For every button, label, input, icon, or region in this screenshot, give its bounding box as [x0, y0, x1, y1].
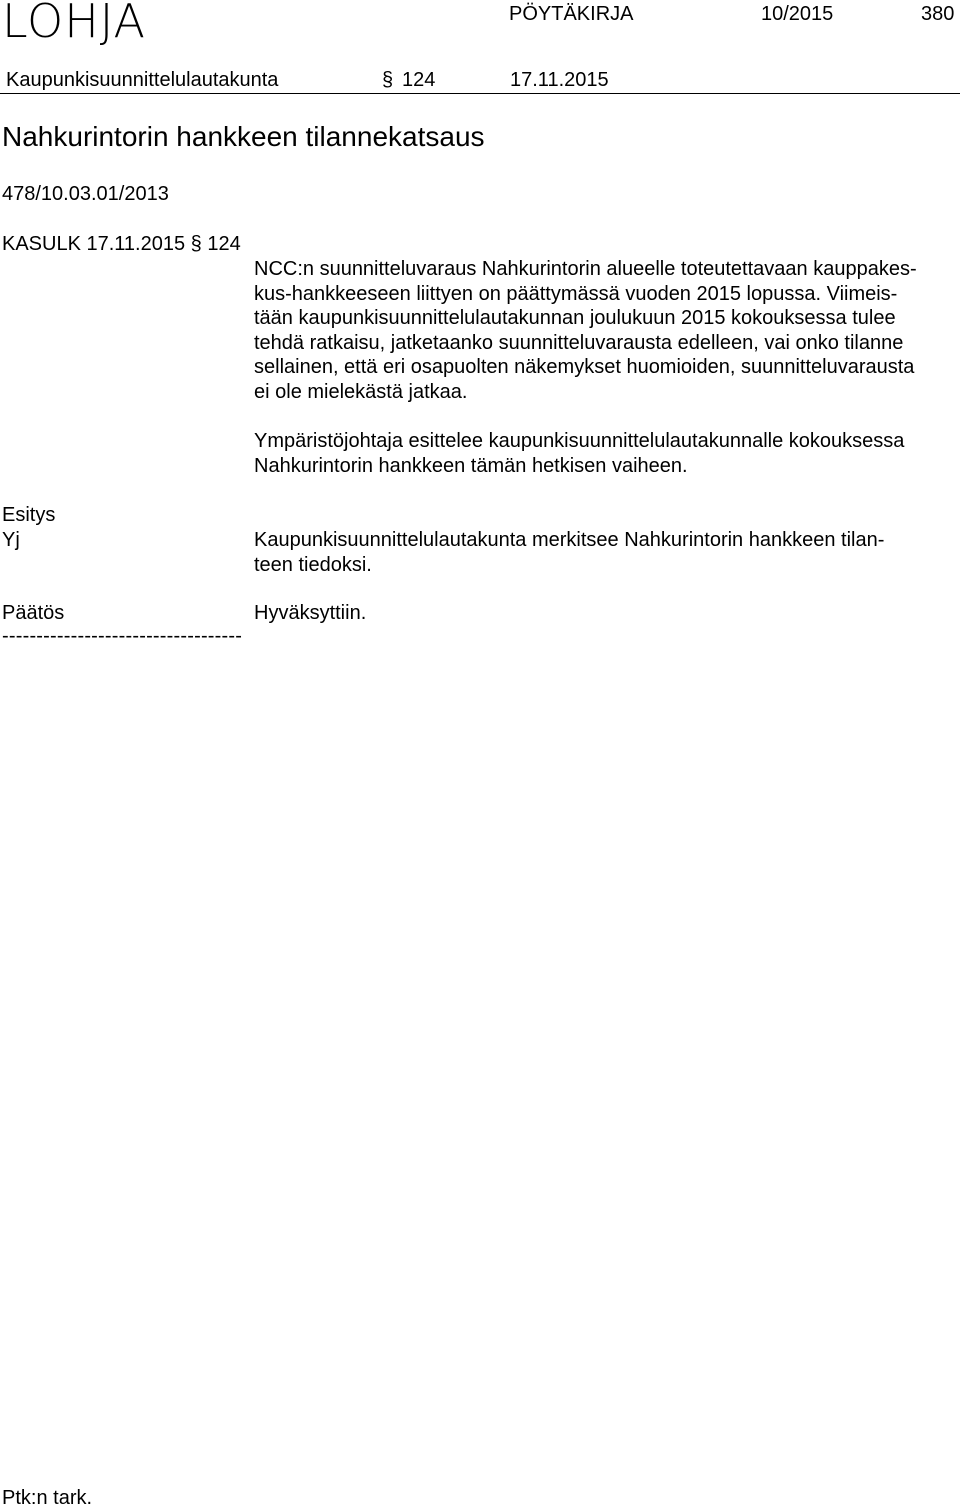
- text-line: tehdä ratkaisu, jatketaanko suunnitteluvarausta edelleen, vai onko tilanne: [254, 331, 904, 354]
- header-divider: [0, 93, 960, 94]
- meeting-date: 17.11.2015: [510, 69, 609, 91]
- text-line: NCC:n suunnitteluvaraus Nahkurintorin alueelle toteutettavaan kauppakes-: [254, 258, 917, 280]
- presentation-paragraph: [254, 429, 960, 478]
- diary-number: 478/10.03.01/2013: [2, 183, 169, 205]
- text-line: ei ole mielekästä jatkaa.: [254, 380, 468, 403]
- text-line: tään kaupunkisuunnittelulautakunnan joulukuun 2015 kokouksessa tulee: [254, 307, 896, 329]
- proposal-text: [254, 528, 960, 577]
- text-line: Nahkurintorin hankkeen tämän hetkisen vaiheen.: [254, 454, 688, 477]
- proposal-label: Esitys: [2, 504, 56, 526]
- proposer-label: Yj: [2, 529, 20, 551]
- text-line: teen tiedoksi.: [254, 553, 372, 576]
- background-paragraph: [254, 257, 960, 404]
- section-separator: -----------------------------------: [2, 625, 243, 647]
- text-line: Kaupunkisuunnittelulautakunta merkitsee Nahkurintorin hankkeen tilan-: [254, 529, 885, 551]
- section-number: 124: [402, 69, 436, 91]
- document-type: PÖYTÄKIRJA: [509, 3, 634, 25]
- lohja-logo: LOHJA: [2, 0, 147, 48]
- text-line: sellainen, että eri osapuolten näkemykset huomioiden, suunnitteluvarausta: [254, 356, 915, 378]
- document-number: 10/2015: [761, 3, 834, 25]
- minutes-checker-footer: Ptk:n tark.: [2, 1487, 93, 1509]
- text-line: kus-hankkeeseen liittyen on päättymässä vuoden 2015 lopussa. Viimeis-: [254, 282, 898, 305]
- text-line: Ympäristöjohtaja esittelee kaupunkisuunnittelulautakunnalle kokouksessa: [254, 430, 905, 452]
- meeting-reference: KASULK 17.11.2015 § 124: [2, 233, 241, 255]
- decision-text: Hyväksyttiin.: [254, 602, 367, 624]
- page-title: Nahkurintorin hankkeen tilannekatsaus: [2, 121, 485, 152]
- committee-name: Kaupunkisuunnittelulautakunta: [6, 69, 279, 91]
- decision-label: Päätös: [2, 602, 65, 624]
- page-number: 380: [921, 3, 955, 25]
- section-sign: §: [382, 69, 394, 91]
